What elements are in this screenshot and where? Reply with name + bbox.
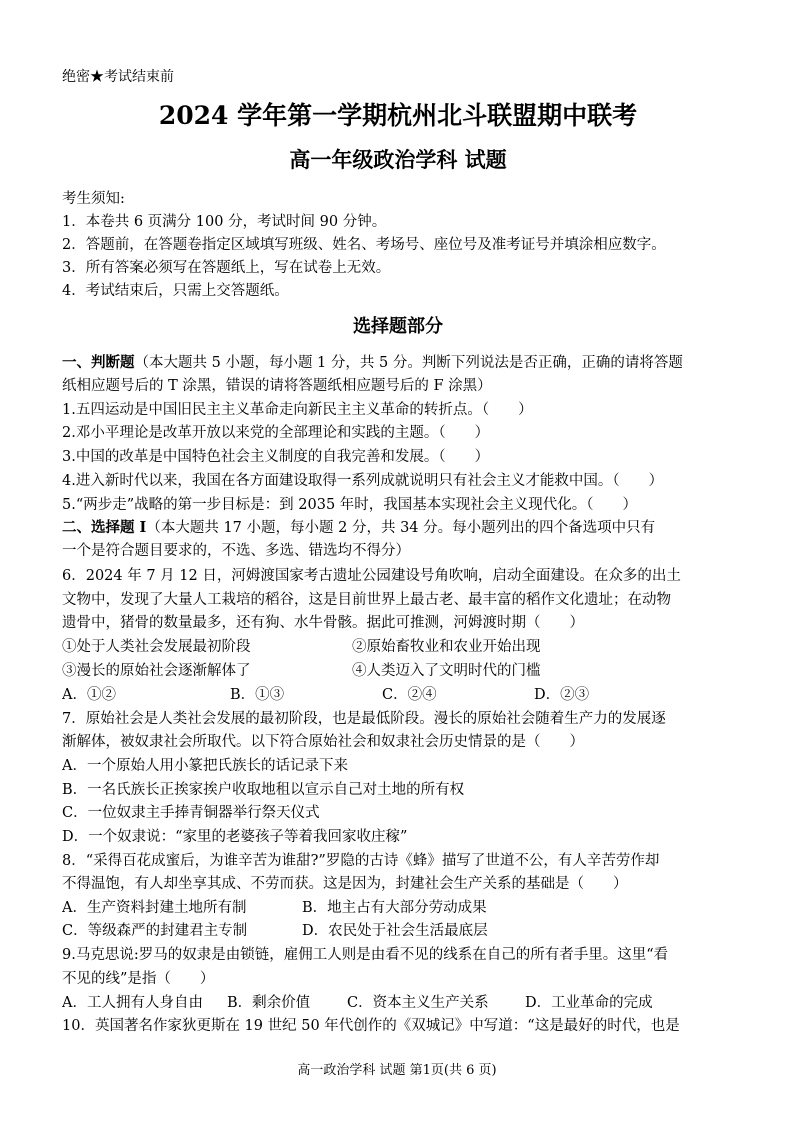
option: D．农民处于社会生活最底层 bbox=[302, 923, 488, 939]
statement: ③漫长的原始社会逐渐解体了 bbox=[62, 663, 251, 679]
question-text: 不见的线”是指（ ） bbox=[62, 971, 215, 987]
notice-heading: 考生须知: bbox=[62, 191, 125, 207]
option: A．一个原始人用小篆把氏族长的话记录下来 bbox=[62, 758, 348, 774]
statement-row bbox=[62, 660, 734, 682]
question-text: 7．原始社会是人类社会发展的最初阶段，也是最低阶段。漫长的原始社会随着生产力的发展逐 bbox=[62, 711, 666, 727]
option: D．工业革命的完成 bbox=[525, 995, 653, 1011]
notice-item: 1．本卷共 6 页满分 100 分，考试时间 90 分钟。 bbox=[62, 214, 387, 230]
part2-desc-cont: 一个是符合题目要求的，不选、多选、错选均不得分） bbox=[62, 543, 410, 559]
section-title: 选择题部分 bbox=[353, 316, 443, 337]
statement-row bbox=[62, 636, 734, 658]
statement: ①处于人类社会发展最初阶段 bbox=[62, 639, 251, 655]
question-text: 10．英国著名作家狄更斯在 19 世纪 50 年代创作的《双城记》中写道：“这是最好的时代，也是 bbox=[62, 1018, 680, 1034]
judge-question: 4.进入新时代以来，我国在各方面建设取得一系列成就说明只有社会主义才能救中国。（ ） bbox=[62, 473, 664, 489]
option: B．剩余价值 bbox=[227, 995, 311, 1011]
part1-desc-cont: 纸相应题号后的 T 涂黑，错误的请将答题纸相应题号后的 F 涂黑） bbox=[62, 378, 492, 394]
question-text: 不得温饱，有人却坐享其成、不劳而获。这是因为，封建社会生产关系的基础是（ ） bbox=[62, 876, 628, 892]
exam-title: 2024 学年第一学期杭州北斗联盟期中联考 bbox=[158, 101, 638, 130]
option: C．等级森严的封建君主专制 bbox=[62, 923, 248, 939]
question-text: 9.马克思说:罗马的奴隶是由锁链，雇佣工人则是由看不见的线系在自己的所有者手里。这里“看 bbox=[62, 947, 669, 963]
option-row bbox=[62, 684, 734, 706]
statement: ④人类迈入了文明时代的门槛 bbox=[352, 663, 541, 679]
question-text: 6．2024 年 7 月 12 日，河姆渡国家考古遗址公园建设号角吹响，启动全面建设。在众多的出土 bbox=[62, 568, 681, 584]
option: D．②③ bbox=[534, 687, 590, 703]
part2-header bbox=[62, 517, 734, 539]
option-row bbox=[62, 897, 734, 919]
question-text: 渐解体，被奴隶社会所取代。以下符合原始社会和奴隶社会历史情景的是（ ） bbox=[62, 734, 584, 750]
part2-label: 二、选择题 I bbox=[62, 519, 147, 536]
notice-item: 2．答题前，在答题卷指定区域填写班级、姓名、考场号、座位号及准考证号并填涂相应数字。 bbox=[62, 237, 666, 253]
option: B．①③ bbox=[230, 687, 285, 703]
judge-question: 2.邓小平理论是改革开放以来党的全部理论和实践的主题。（ ） bbox=[62, 425, 490, 441]
notice-item: 4．考试结束后，只需上交答题纸。 bbox=[62, 283, 289, 299]
part2-desc: （本大题共 17 小题，每小题 2 分，共 34 分。每小题列出的四个备选项中只有 bbox=[146, 520, 656, 536]
page-footer: 高一政治学科 试题 第1页(共 6 页) bbox=[297, 1063, 497, 1078]
judge-question: 5.“两步走”战略的第一步目标是：到 2035 年时，我国基本实现社会主义现代化。（ ） bbox=[62, 497, 638, 513]
judge-question: 1.五四运动是中国旧民主主义革命走向新民主主义革命的转折点。（ ） bbox=[62, 402, 533, 418]
option-row bbox=[62, 920, 734, 942]
part1-label: 一、判断题 bbox=[62, 354, 135, 371]
option-row bbox=[62, 992, 734, 1014]
option: B．一名氏族长正挨家挨户收取地租以宣示自己对土地的所有权 bbox=[62, 782, 465, 798]
exam-subtitle: 高一年级政治学科 试题 bbox=[289, 147, 507, 172]
confidential-mark: 绝密★考试结束前 bbox=[62, 69, 174, 85]
option: B．地主占有大部分劳动成果 bbox=[302, 900, 487, 916]
option: A．工人拥有人身自由 bbox=[62, 995, 203, 1011]
option: C．一位奴隶主手捧青铜器举行祭天仪式 bbox=[62, 805, 320, 821]
option: C．资本主义生产关系 bbox=[347, 995, 489, 1011]
option: C．②④ bbox=[382, 687, 437, 703]
part1-header bbox=[62, 352, 734, 374]
statement: ②原始畜牧业和农业开始出现 bbox=[352, 639, 541, 655]
option: A．①② bbox=[62, 687, 116, 703]
notice-item: 3．所有答案必须写在答题纸上，写在试卷上无效。 bbox=[62, 260, 391, 276]
part1-desc: （本大题共 5 小题，每小题 1 分，共 5 分。判断下列说法是否正确，正确的请将答题 bbox=[134, 355, 683, 371]
question-text: 文物中，发现了大量人工栽培的稻谷，这是目前世界上最古老、最丰富的稻作文化遗址；在动物 bbox=[62, 592, 671, 608]
question-text: 遗骨中，猪骨的数量最多，还有狗、水牛骨骸。据此可推测，河姆渡时期（ ） bbox=[62, 615, 584, 631]
option: D．一个奴隶说：“家里的老婆孩子等着我回家收庄稼” bbox=[62, 829, 408, 845]
option: A．生产资料封建土地所有制 bbox=[62, 900, 247, 916]
judge-question: 3.中国的改革是中国特色社会主义制度的自我完善和发展。（ ） bbox=[62, 449, 490, 465]
question-text: 8．“采得百花成蜜后，为谁辛苦为谁甜?”罗隐的古诗《蜂》描写了世道不公，有人辛苦劳作却 bbox=[62, 853, 660, 869]
